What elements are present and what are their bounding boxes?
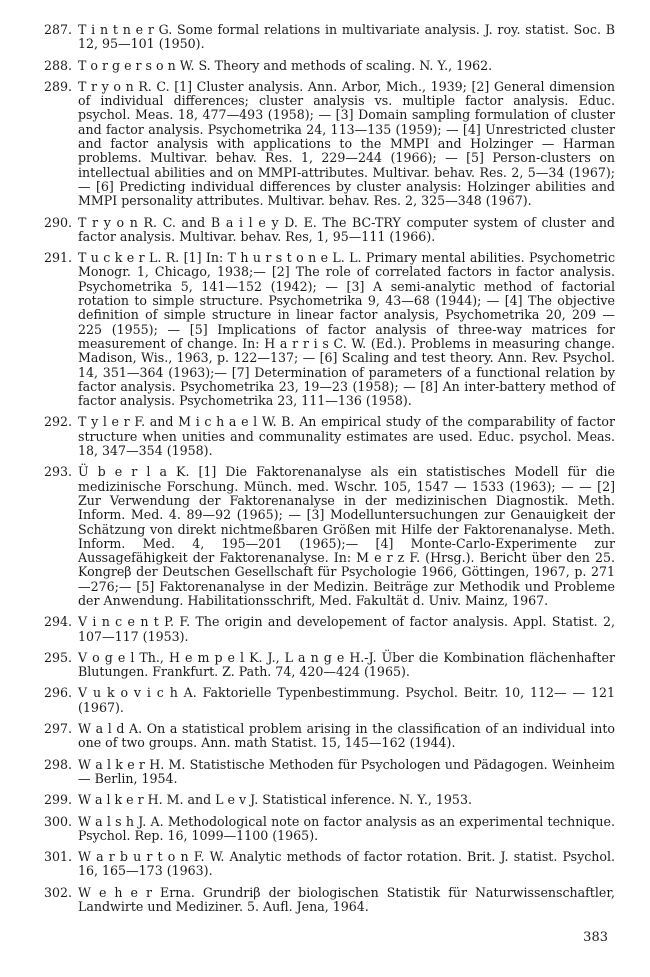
bibliography-entry <box>40 651 615 680</box>
entry-citation: P. F. The origin and developement of factor analysis. Appl. Statist. 2, 107—117 (1953). <box>78 614 615 644</box>
entry-text <box>78 415 615 458</box>
entry-citation: F. W. Analytic methods of factor rotation. Brit. J. statist. Psychol. 16, 165—173 (1963). <box>78 849 615 879</box>
bibliography-entry <box>40 59 615 73</box>
entry-citation: R. C. [1] Cluster analysis. Ann. Arbor, Mich., 1939; [2] General dimension of individual differences; cluster analysis vs. multiple factor analysis. Educ. psychol. Meas. 18, 477—493 (1958); — [3] Domain sampling formulation of cluster and factor analysis. Psychometrika 24, 113—135 (1959); — [4] Unrestricted cluster and factor analysis with applications to the MMPI and Holzinger — Harman problems. Multivar. behav. Res. 1, 229—244 (1966); — [5] Person-clusters on intellectual abilities and on MMPI-attributes. Multivar. behav. Res. 2, 5—34 (1967); — [6] Predicting individual differences by cluster analysis: Holzinger abilities and MMPI personality attributes. Multivar. behav. Res. 2, 325—348 (1967). <box>78 78 615 209</box>
entry-number: 300. <box>43 813 72 829</box>
entry-citation: F. and M i c h a e l W. B. An empirical study of the comparability of factor structure when unities and communality estimates are used. Educ. psychol. Meas. 18, 347—354 (1958). <box>78 414 616 459</box>
entry-text <box>78 465 615 608</box>
entry-text <box>78 80 615 209</box>
entry-citation: A. Faktorielle Typenbestimmung. Psychol. Beitr. 10, 112— — 121 (1967). <box>78 685 615 715</box>
entry-number: 287. <box>43 22 72 37</box>
entry-citation: L. R. [1] In: T h u r s t o n e L. L. Primary mental abilities. Psychometric Monogr. 1, Chicago, 1938;— [2] The role of correlated factors in factor analysis. Psychometrika 5, 141—152 (1942); — [3] A semi-analytic method of factorial rotation to simple structure. Psychometrika 9, 43—68 (1944); — [4] The objective definition of simple structure in linear factor analysis, Psychometrika 20, 209 — 225 (1955); — [5] Implications of factor analysis of three-way matrices for measurement of change. In: H a r r i s C. W. (Ed.). Problems in measuring change. Madison, Wis., 1963, p. 122—137; — [6] Scaling and test theory. Ann. Rev. Psychol. 14, 351—364 (1963);— [7] Determination of parameters of a functional relation by factor analysis. Psychometrika 23, 19—23 (1958); — [8] An inter-battery method of factor analysis. Psychometrika 23, 111—136 (1958). <box>78 250 615 409</box>
bibliography-entry <box>40 886 615 915</box>
entry-author: T r y o n <box>78 78 134 94</box>
entry-text <box>78 850 615 879</box>
entry-author: V o g e l <box>78 649 135 665</box>
entry-text <box>78 216 615 245</box>
page-number: 383 <box>583 930 608 945</box>
entry-citation: Erna. Grundriβ der biologischen Statistik für Naturwissenschaftler, Landwirte und Mediziner. 5. Aufl. Jena, 1964. <box>78 884 615 915</box>
bibliography-entry <box>40 722 615 751</box>
entry-text <box>78 886 615 915</box>
entry-text <box>78 722 615 751</box>
entry-text <box>78 59 615 73</box>
entry-text <box>78 793 615 807</box>
entry-number: 295. <box>43 649 72 665</box>
bibliography-entry <box>40 23 615 52</box>
entry-number: 292. <box>43 414 72 430</box>
entry-number: 288. <box>43 57 72 73</box>
entry-author: T u c k e r <box>78 250 145 266</box>
entry-text <box>78 251 615 408</box>
entry-text <box>78 651 615 680</box>
entry-number: 296. <box>43 685 72 701</box>
entry-citation: H. M. and L e v J. Statistical inference. N. Y., 1953. <box>143 792 472 808</box>
entry-author: W a l k e r <box>78 792 144 808</box>
entry-text <box>78 758 615 787</box>
entry-number: 298. <box>43 756 72 772</box>
entry-number: 301. <box>43 849 72 865</box>
entry-author: T y l e r <box>78 414 130 430</box>
entry-author: T i n t n e r <box>78 22 154 37</box>
entry-citation: A. On a statistical problem arising in the classification of an individual into one of two groups. Ann. math Statist. 15, 145—162 (1944). <box>78 721 615 751</box>
bibliography-entry <box>40 793 615 807</box>
entry-author: T r y o n <box>78 214 138 230</box>
entry-citation: Th., H e m p e l K. J., L a n g e H.-J. Über die Kombination flächenhafter Blutungen. Frankfurt. Z. Path. 74, 420—424 (1965). <box>78 649 616 680</box>
bibliography-entry <box>40 686 615 715</box>
entry-citation: K. [1] Die Faktorenanalyse als ein statistisches Modell für die medizinische Forschung. Münch. med. Wschr. 105, 1547 — 1533 (1963); — — [2] Zur Verwendung der Faktorenanalyse in der medizinischen Diagnostik. Meth. Inform. Med. 4. 89—92 (1965); — [3] Modelluntersuchungen zur Genauigkeit der Schätzung von direkt nichtmeßbaren Größen mit Hilfe der Faktorenanalyse. Meth. Inform. Med. 4, 195—201 (1965);— [4] Monte-Carlo-Experimente zur Aussagefähigkeit der Faktorenanalyse. In: M e r z F. (Hrsg.). Bericht über den 25. Kongreβ der Deutschen Gesellschaft für Psychologie 1966, Göttingen, 1967, p. 271—276;— [5] Faktorenanalyse in der Medizin. Beiträge zur Methodik und Probleme der Anwendung. Habilitationsschrift, Med. Fakultät d. Univ. Mainz, 1967. <box>78 464 616 608</box>
entry-citation: R. C. and B a i l e y D. E. The BC-TRY computer system of cluster and factor analysis. Multivar. behav. Res, 1, 95—111 (1966). <box>78 214 615 244</box>
entry-text <box>78 615 615 644</box>
entry-citation: W. S. Theory and methods of scaling. N. Y., 1962. <box>175 57 493 73</box>
entry-number: 299. <box>43 792 72 808</box>
bibliography-entry <box>40 216 615 245</box>
entry-author: V u k o v i c h <box>78 685 178 701</box>
entry-number: 290. <box>43 214 72 230</box>
entry-text <box>78 23 615 52</box>
entry-citation: J. A. Methodological note on factor analysis as an experimental technique. Psychol. Rep. 16, 1099—1100 (1965). <box>78 813 615 843</box>
bibliography-entry <box>40 465 615 608</box>
entry-author: V i n c e n t <box>78 614 159 630</box>
entry-number: 294. <box>43 614 72 630</box>
entry-author: W a l s h <box>78 813 134 829</box>
entry-author: W a l d <box>78 721 125 737</box>
bibliography-entry <box>40 758 615 787</box>
entry-text <box>78 686 615 715</box>
bibliography-entry <box>40 850 615 879</box>
bibliography-entry <box>40 251 615 408</box>
entry-number: 297. <box>43 721 72 737</box>
bibliography-entry <box>40 815 615 844</box>
entry-number: 291. <box>43 250 72 266</box>
bibliography-entry <box>40 615 615 644</box>
entry-number: 293. <box>43 464 72 480</box>
entry-author: T o r g e r s o n <box>78 57 176 73</box>
entry-citation: G. Some formal relations in multivariate analysis. J. roy. statist. Soc. B 12, 95—101 (1950). <box>78 22 615 52</box>
bibliography-entry <box>40 80 615 209</box>
entry-author: W a l k e r <box>78 756 145 772</box>
entry-author: W e h e r <box>78 884 153 900</box>
entry-number: 289. <box>43 78 72 94</box>
entry-author: Ü b e r l a <box>78 464 167 480</box>
bibliography-list <box>40 23 615 921</box>
entry-number: 302. <box>43 884 72 900</box>
entry-author: W a r b u r t o n <box>78 849 189 865</box>
entry-citation: H. M. Statistische Methoden für Psychologen und Pädagogen. Weinheim — Berlin, 1954. <box>78 756 615 786</box>
entry-text <box>78 815 615 844</box>
bibliography-entry <box>40 415 615 458</box>
